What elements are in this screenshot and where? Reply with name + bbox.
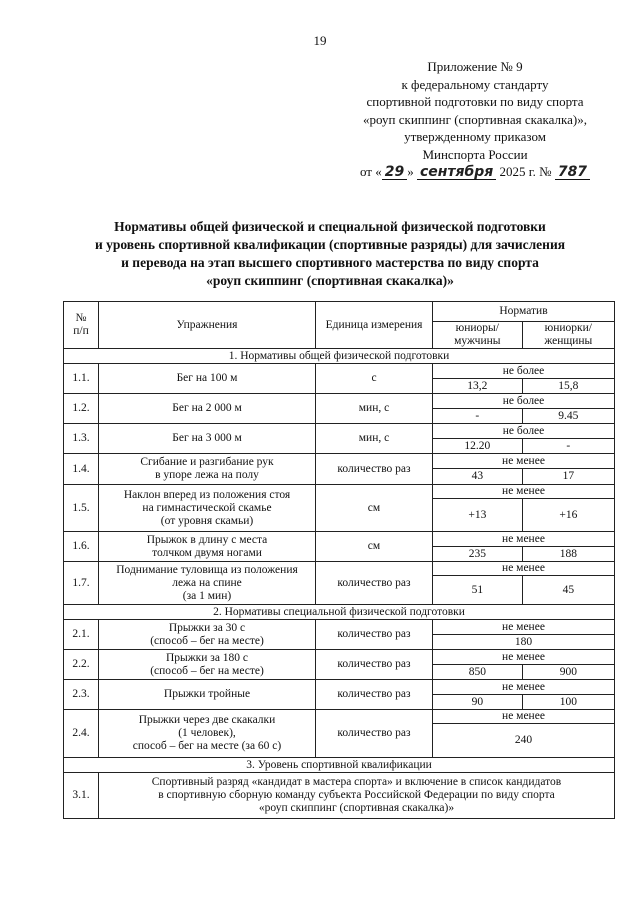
value-juniors-female: 188 xyxy=(522,547,614,562)
value-both: 240 xyxy=(433,724,615,758)
norm-condition: не менее xyxy=(433,680,615,695)
header-num: № п/п xyxy=(64,302,99,349)
row-number: 2.4. xyxy=(64,710,99,758)
table-row xyxy=(64,680,615,695)
appendix-line: спортивной подготовки по виду спорта xyxy=(366,94,584,109)
appendix-line: Минспорта России xyxy=(422,146,528,162)
exercise-name: Прыжки тройные xyxy=(99,680,316,710)
appendix-line: «роуп скиппинг (спортивная скакалка)», xyxy=(363,111,587,127)
table-row xyxy=(64,532,615,547)
row-number: 2.3. xyxy=(64,680,99,710)
value-juniors-female: 17 xyxy=(522,469,614,485)
value-juniors-male: 850 xyxy=(433,665,523,680)
qualification-text: Спортивный разряд «кандидат в мастера спорта» и включение в список кандидатов в спортивную сборную команду субъекта Российской Федерации по виду спорта «роуп скиппинг (спортивная скакалка)» xyxy=(99,773,615,819)
table-row xyxy=(64,562,615,576)
value-juniors-female: 900 xyxy=(522,665,614,680)
document-title xyxy=(60,218,600,290)
unit: мин, с xyxy=(316,394,433,424)
row-number: 1.3. xyxy=(64,424,99,454)
table-row xyxy=(64,620,615,635)
section-row xyxy=(64,758,615,773)
appendix-line: Приложение № 9 xyxy=(427,59,523,74)
header-unit: Единица измерения xyxy=(316,302,433,349)
unit: мин, с xyxy=(316,424,433,454)
handwritten-order-number: 787 xyxy=(555,166,590,180)
date-year: 2025 г. № xyxy=(496,164,555,179)
norm-condition: не более xyxy=(433,364,615,379)
value-juniors-male: 90 xyxy=(433,695,523,710)
exercise-name: Прыжки за 30 с (способ – бег на месте) xyxy=(99,620,316,650)
section-row xyxy=(64,605,615,620)
unit: см xyxy=(316,532,433,562)
norm-condition: не менее xyxy=(433,532,615,547)
row-number: 1.2. xyxy=(64,394,99,424)
table-row xyxy=(64,650,615,665)
date-prefix: от « xyxy=(359,164,382,179)
value-juniors-female: 45 xyxy=(522,576,614,605)
table-row xyxy=(64,773,615,819)
value-juniors-male: 43 xyxy=(433,469,523,485)
norm-condition: не менее xyxy=(433,454,615,469)
row-number: 1.5. xyxy=(64,485,99,532)
value-juniors-female: - xyxy=(522,439,614,454)
unit: количество раз xyxy=(316,650,433,680)
title-line: и уровень спортивной квалификации (спортивные разряды) для зачисления xyxy=(94,237,566,252)
appendix-line: утвержденному приказом xyxy=(404,129,546,144)
value-juniors-female: 100 xyxy=(522,695,614,710)
exercise-name: Бег на 3 000 м xyxy=(99,424,316,454)
row-number: 3.1. xyxy=(64,773,99,819)
value-juniors-male: 51 xyxy=(433,576,523,605)
appendix-header xyxy=(340,58,610,181)
value-juniors-female: +16 xyxy=(522,499,614,532)
norm-condition: не менее xyxy=(433,620,615,635)
unit: количество раз xyxy=(316,680,433,710)
unit: с xyxy=(316,364,433,394)
row-number: 1.6. xyxy=(64,532,99,562)
exercise-name: Поднимание туловища из положения лежа на спине (за 1 мин) xyxy=(99,562,316,605)
table-row xyxy=(64,485,615,499)
table-row xyxy=(64,454,615,469)
value-juniors-male: 235 xyxy=(433,547,523,562)
norm-condition: не более xyxy=(433,394,615,409)
date-mid: » xyxy=(407,164,417,179)
section-title: 1. Нормативы общей физической подготовки xyxy=(64,349,615,364)
exercise-name: Прыжок в длину с места толчком двумя ногами xyxy=(99,532,316,562)
exercise-name: Прыжки за 180 с (способ – бег на месте) xyxy=(99,650,316,680)
value-juniors-female: 15,8 xyxy=(522,379,614,394)
row-number: 1.7. xyxy=(64,562,99,605)
unit: количество раз xyxy=(316,454,433,485)
header-exercise: Упражнения xyxy=(99,302,316,349)
header-norm: Норматив xyxy=(433,302,615,322)
exercise-name: Прыжки через две скакалки (1 человек), способ – бег на месте (за 60 с) xyxy=(99,710,316,758)
unit: см xyxy=(316,485,433,532)
value-juniors-female: 9.45 xyxy=(522,409,614,424)
value-juniors-male: 13,2 xyxy=(433,379,523,394)
page-number: 19 xyxy=(313,33,327,48)
unit: количество раз xyxy=(316,620,433,650)
handwritten-month: сентября xyxy=(417,166,496,180)
table-row xyxy=(64,424,615,439)
table-row xyxy=(64,710,615,724)
norm-condition: не менее xyxy=(433,485,615,499)
exercise-name: Бег на 100 м xyxy=(99,364,316,394)
row-number: 1.4. xyxy=(64,454,99,485)
norm-condition: не менее xyxy=(433,650,615,665)
row-number: 2.1. xyxy=(64,620,99,650)
row-number: 1.1. xyxy=(64,364,99,394)
order-date-line xyxy=(340,163,610,181)
norm-condition: не более xyxy=(433,424,615,439)
value-both: 180 xyxy=(433,635,615,650)
table-row xyxy=(64,364,615,379)
section-title: 3. Уровень спортивной квалификации xyxy=(64,758,615,773)
table-body xyxy=(64,349,615,819)
title-line: и перевода на этап высшего спортивного мастерства по виду спорта xyxy=(121,255,539,270)
section-title: 2. Нормативы специальной физической подготовки xyxy=(64,605,615,620)
header-juniors-female: юниорки/ женщины xyxy=(522,322,614,349)
value-juniors-male: 12.20 xyxy=(433,439,523,454)
norm-condition: не менее xyxy=(433,562,615,576)
header-juniors-male: юниоры/ мужчины xyxy=(433,322,523,349)
exercise-name: Бег на 2 000 м xyxy=(99,394,316,424)
title-line: Нормативы общей физической и специальной физической подготовки xyxy=(114,219,546,234)
exercise-name: Сгибание и разгибание рук в упоре лежа на полу xyxy=(99,454,316,485)
exercise-name: Наклон вперед из положения стоя на гимнастической скамье (от уровня скамьи) xyxy=(99,485,316,532)
value-juniors-male: +13 xyxy=(433,499,523,532)
value-juniors-male: - xyxy=(433,409,523,424)
table-row xyxy=(64,394,615,409)
handwritten-day: 29 xyxy=(382,166,407,180)
row-number: 2.2. xyxy=(64,650,99,680)
title-line: «роуп скиппинг (спортивная скакалка)» xyxy=(206,273,454,288)
unit: количество раз xyxy=(316,710,433,758)
section-row xyxy=(64,349,615,364)
norms-table xyxy=(63,301,615,819)
norm-condition: не менее xyxy=(433,710,615,724)
appendix-line: к федеральному стандарту xyxy=(401,76,549,92)
unit: количество раз xyxy=(316,562,433,605)
